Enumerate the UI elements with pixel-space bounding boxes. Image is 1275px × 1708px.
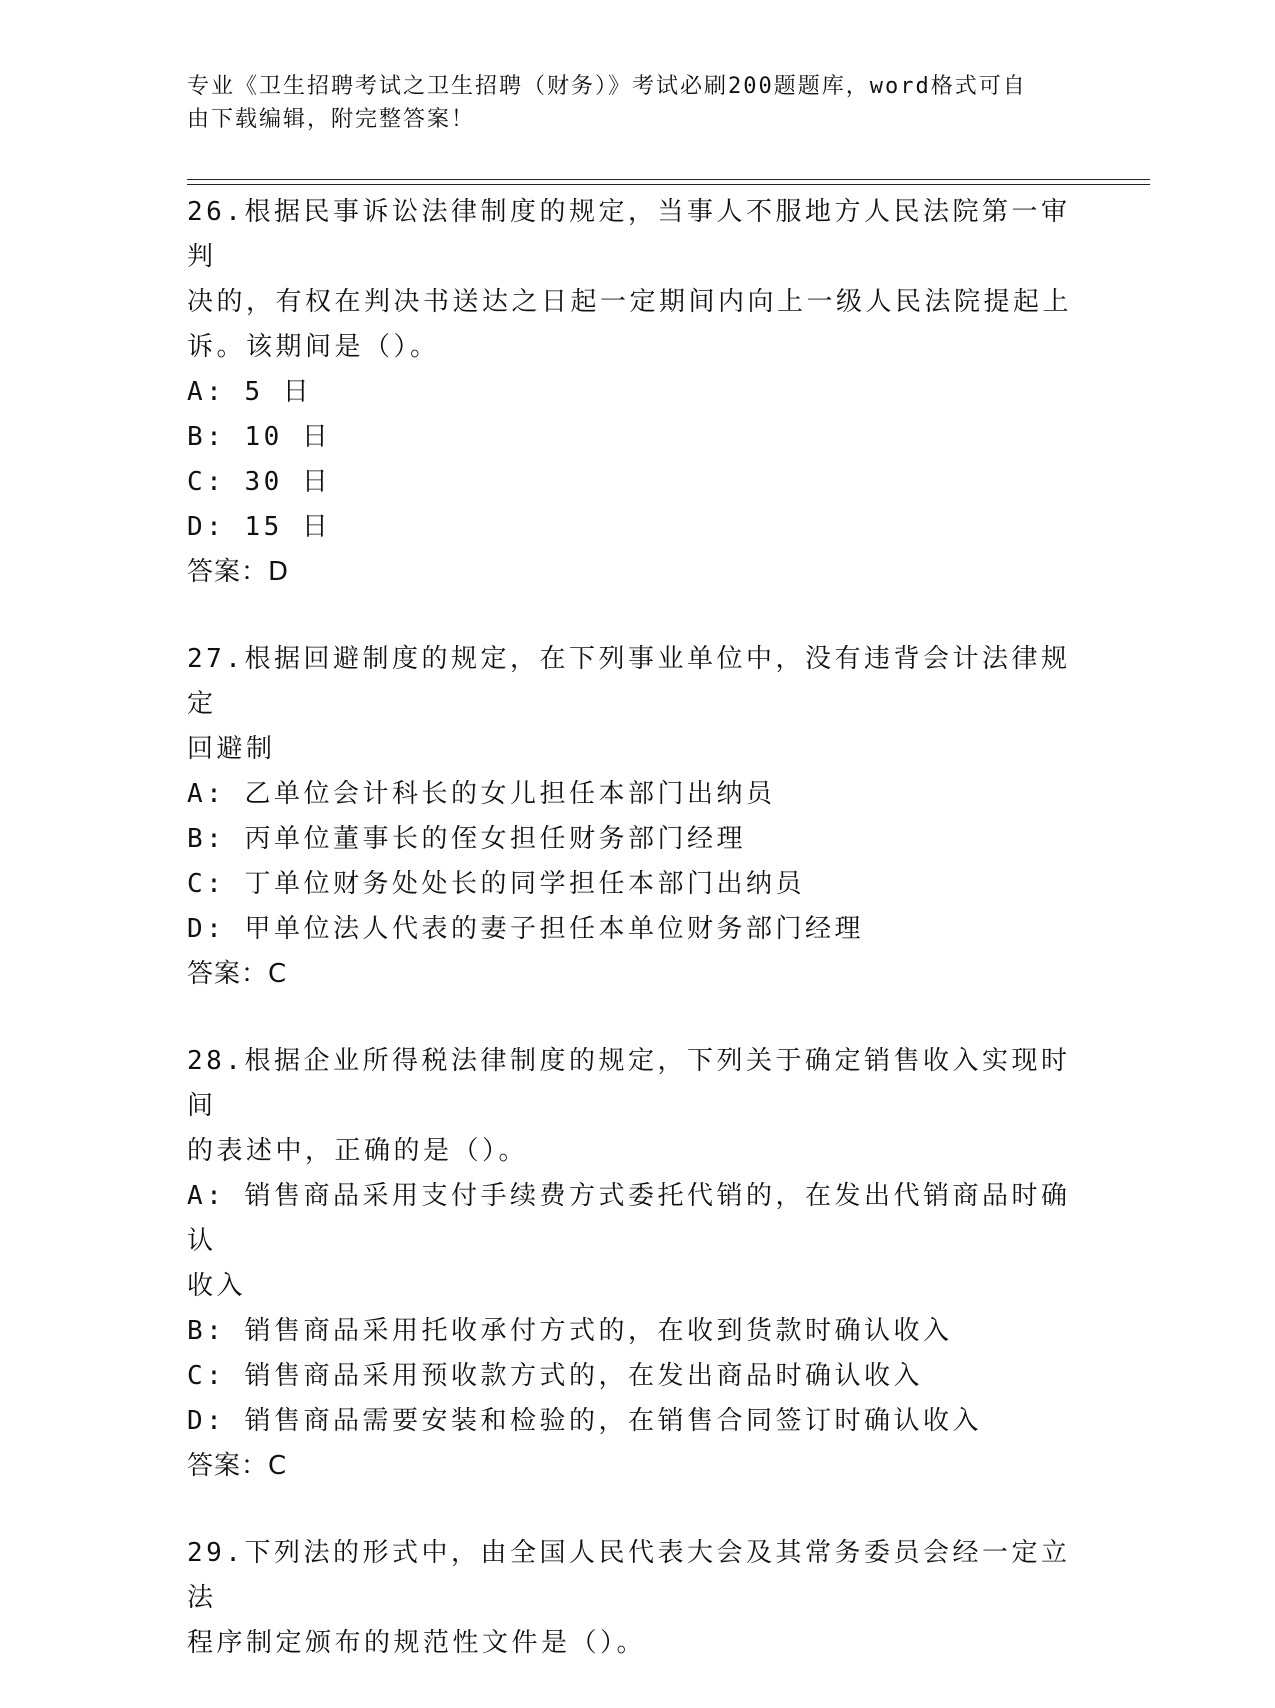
option-b: B: 10 日 (187, 422, 332, 452)
question-text-line: 28.根据企业所得税法律制度的规定，下列关于确定销售收入实现时间 (187, 1046, 1071, 1121)
question-26 (187, 190, 1087, 595)
option-a: A: 5 日 (187, 377, 313, 407)
question-29 (187, 1531, 1087, 1666)
question-text-line: 决的，有权在判决书送达之日起一定期间内向上一级人民法院提起上 (187, 287, 1073, 317)
answer-label: 答案：C (187, 959, 288, 989)
question-28 (187, 1039, 1087, 1489)
question-text-line: 27.根据回避制度的规定，在下列事业单位中，没有违背会计法律规定 (187, 644, 1071, 719)
option-a: A: 乙单位会计科长的女儿担任本部门出纳员 (187, 779, 776, 809)
question-list (187, 190, 1087, 1708)
question-text-line: 的表述中，正确的是（）。 (187, 1136, 529, 1166)
header-line-1: 专业《卫生招聘考试之卫生招聘（财务）》考试必刷200题题库，word格式可自 (187, 74, 1027, 99)
option-c: C: 丁单位财务处处长的同学担任本部门出纳员 (187, 869, 805, 899)
question-text (187, 1039, 1077, 1174)
option-b: B: 销售商品采用托收承付方式的，在收到货款时确认收入 (187, 1316, 953, 1346)
document-header (187, 70, 1067, 136)
question-text (187, 190, 1077, 370)
question-text-line: 诉。该期间是（）。 (187, 332, 440, 362)
question-text-line: 26.根据民事诉讼法律制度的规定，当事人不服地方人民法院第一审判 (187, 197, 1071, 272)
question-text (187, 637, 1077, 772)
header-divider-top (187, 179, 1150, 180)
option-d: D: 甲单位法人代表的妻子担任本单位财务部门经理 (187, 914, 864, 944)
option-a: A: 销售商品采用支付手续费方式委托代销的，在发出代销商品时确认 (187, 1181, 1071, 1256)
document-page (187, 70, 1087, 136)
question-27 (187, 637, 1087, 997)
header-divider-bottom (187, 184, 1150, 185)
option-c: C: 30 日 (187, 467, 332, 497)
question-text (187, 1531, 1077, 1666)
option-d: D: 15 日 (187, 512, 332, 542)
header-line-2: 由下载编辑，附完整答案！ (187, 107, 476, 132)
option-c: C: 销售商品采用预收款方式的，在发出商品时确认收入 (187, 1361, 923, 1391)
option-b: B: 丙单位董事长的侄女担任财务部门经理 (187, 824, 746, 854)
answer-label: 答案：C (187, 1451, 288, 1481)
option-d: D: 销售商品需要安装和检验的，在销售合同签订时确认收入 (187, 1406, 982, 1436)
answer-label: 答案：D (187, 557, 290, 587)
question-text-line: 程序制定颁布的规范性文件是（）。 (187, 1628, 647, 1658)
option-a-continued: 收入 (187, 1271, 247, 1301)
question-text-line: 回避制 (187, 734, 276, 764)
question-text-line: 29.下列法的形式中，由全国人民代表大会及其常务委员会经一定立法 (187, 1538, 1071, 1613)
